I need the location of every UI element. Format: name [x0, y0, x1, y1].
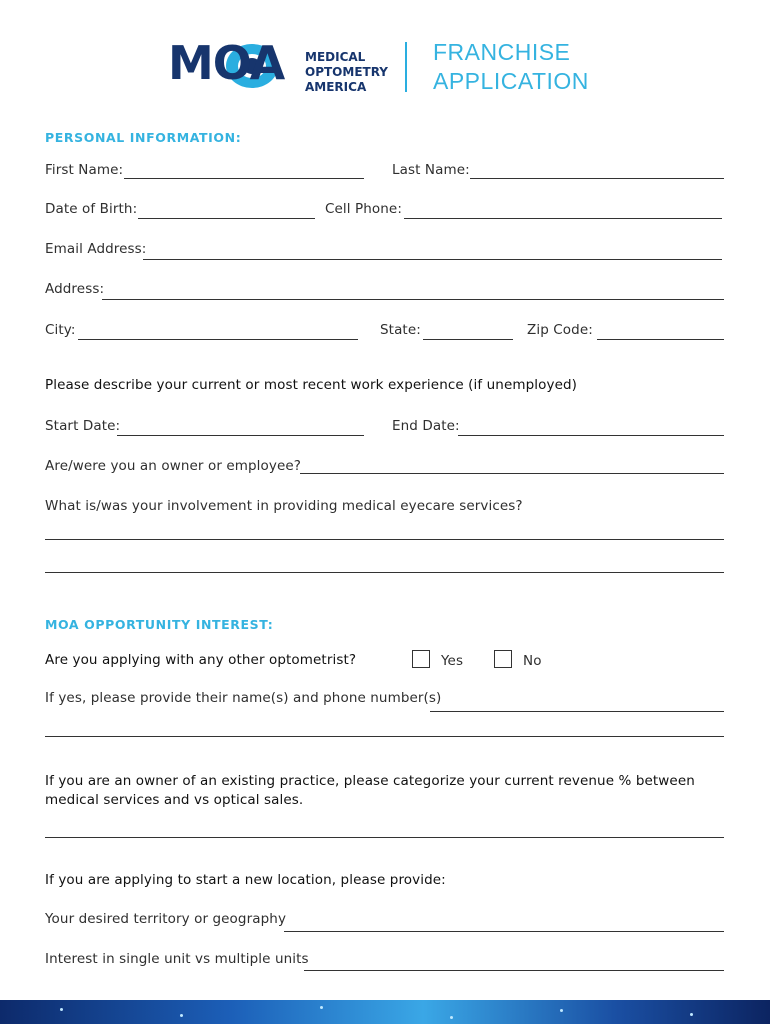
footer-band — [0, 1000, 770, 1024]
work-experience-prompt: Please describe your current or most recent work experience (if unemployed) — [45, 377, 578, 393]
page-title: FRANCHISE APPLICATION — [433, 39, 589, 94]
yes-label: Yes — [441, 653, 464, 669]
yes-checkbox[interactable] — [412, 650, 430, 668]
zip-label: Zip Code: — [527, 322, 593, 338]
no-label: No — [523, 653, 542, 669]
address-field[interactable] — [102, 299, 724, 300]
owner-revenue-field[interactable] — [45, 837, 724, 838]
involvement-label: What is/was your involvement in providing medical eyecare services? — [45, 498, 523, 514]
cell-phone-label: Cell Phone: — [325, 201, 402, 217]
territory-label: Your desired territory or geography — [45, 911, 287, 927]
email-field[interactable] — [143, 259, 722, 260]
start-date-field[interactable] — [117, 435, 364, 436]
section-heading-interest: MOA OPPORTUNITY INTEREST: — [45, 617, 274, 632]
logo-subtitle: MEDICAL OPTOMETRY AMERICA — [305, 50, 388, 94]
cell-phone-field[interactable] — [404, 218, 722, 219]
zip-field[interactable] — [597, 339, 724, 340]
footer-sparkle — [560, 1009, 563, 1012]
footer-sparkle — [180, 1014, 183, 1017]
units-label: Interest in single unit vs multiple units — [45, 951, 309, 967]
end-date-field[interactable] — [458, 435, 724, 436]
no-checkbox[interactable] — [494, 650, 512, 668]
other-optometrist-question: Are you applying with any other optometrist? — [45, 652, 357, 668]
dob-field[interactable] — [138, 218, 315, 219]
last-name-field[interactable] — [470, 178, 724, 179]
territory-field[interactable] — [284, 931, 724, 932]
city-field[interactable] — [78, 339, 358, 340]
last-name-label: Last Name: — [392, 162, 470, 178]
if-yes-field-line-2[interactable] — [45, 736, 724, 737]
email-label: Email Address: — [45, 241, 147, 257]
new-location-prompt: If you are applying to start a new location, please provide: — [45, 872, 446, 888]
footer-sparkle — [450, 1016, 453, 1019]
units-field[interactable] — [304, 970, 724, 971]
owner-revenue-question: If you are an owner of an existing practice, please categorize your current revenue % between medical services and vs optical sales. — [45, 773, 695, 808]
address-label: Address: — [45, 281, 105, 297]
logo-divider — [405, 42, 407, 92]
state-label: State: — [380, 322, 421, 338]
owner-employee-label: Are/were you an owner or employee? — [45, 458, 302, 474]
first-name-label: First Name: — [45, 162, 124, 178]
footer-sparkle — [690, 1013, 693, 1016]
logo-text: MOA — [168, 36, 285, 90]
involvement-field-line-2[interactable] — [45, 572, 724, 573]
end-date-label: End Date: — [392, 418, 460, 434]
footer-sparkle — [320, 1006, 323, 1009]
if-yes-field-line-1[interactable] — [430, 711, 724, 712]
footer-sparkle — [60, 1008, 63, 1011]
city-label: City: — [45, 322, 76, 338]
start-date-label: Start Date: — [45, 418, 121, 434]
state-field[interactable] — [423, 339, 513, 340]
dob-label: Date of Birth: — [45, 201, 138, 217]
section-heading-personal: PERSONAL INFORMATION: — [45, 130, 242, 145]
owner-employee-field[interactable] — [300, 473, 724, 474]
involvement-field-line-1[interactable] — [45, 539, 724, 540]
first-name-field[interactable] — [124, 178, 364, 179]
if-yes-label: If yes, please provide their name(s) and phone number(s) — [45, 690, 442, 706]
